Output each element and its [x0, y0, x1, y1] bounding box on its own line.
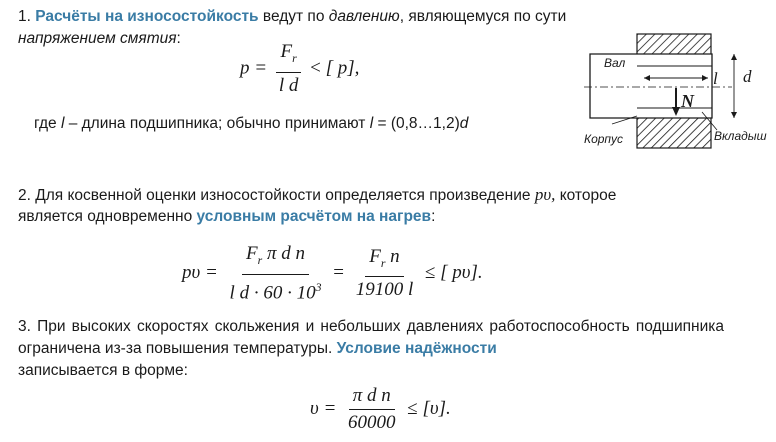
section-1-line-1	[18, 6, 566, 28]
formula-velocity	[310, 384, 451, 435]
text: = (0,8…1,2)	[377, 115, 460, 132]
formula-rhs: [ p],	[325, 57, 360, 79]
denominator: l $d \cdot 60 \cdot 10^3$	[229, 280, 322, 304]
fraction-2	[352, 245, 418, 303]
numerator: $F_r$	[276, 40, 300, 73]
section-number: 1.	[18, 8, 31, 25]
denominator: 60000	[348, 412, 396, 433]
italic-pressure: давлению	[328, 8, 400, 25]
var-d: d	[459, 115, 469, 132]
var-l: l	[369, 115, 374, 132]
text: ведут по	[262, 8, 325, 25]
numerator: $F_r$ n	[365, 245, 403, 278]
relation: ≤	[424, 261, 436, 283]
formula-pv	[182, 242, 483, 305]
formula-pressure	[240, 40, 359, 98]
label-housing: Корпус	[584, 132, 624, 146]
label-diameter: d	[743, 67, 752, 86]
section-2-line-2	[18, 206, 435, 228]
text: :	[176, 30, 181, 47]
text: записывается в форме:	[18, 362, 188, 379]
highlight-heating: условным расчётом на нагрев	[196, 208, 432, 225]
text: 3. При высоких скоростях скольжения и небольших давлениях работоспособность подшипника ограничена из-за повышения температуры.	[18, 318, 724, 357]
formula-rhs: [ pυ].	[440, 261, 483, 283]
formula-rhs: [υ].	[422, 397, 451, 419]
formula-lhs: p =	[240, 57, 268, 79]
text: – длина подшипника; обычно принимают	[68, 115, 366, 132]
equals: =	[333, 261, 344, 283]
text: где	[34, 115, 57, 132]
var-l: l	[60, 115, 65, 132]
label-shaft: Вал	[604, 56, 626, 70]
highlight-reliability: Условие надёжности	[336, 340, 497, 357]
text: :	[431, 208, 436, 225]
text: является одновременно	[18, 208, 193, 225]
formula-lhs: pυ =	[182, 261, 218, 283]
denominator: l d	[278, 74, 299, 96]
label-force: N	[681, 91, 694, 111]
section-3-paragraph	[18, 316, 724, 382]
relation: <	[310, 57, 321, 79]
relation: ≤	[407, 397, 418, 419]
section-2-line-1	[18, 184, 616, 207]
label-length: l	[713, 69, 718, 88]
highlight-wear-resistance: Расчёты на износостойкость	[35, 8, 259, 25]
fraction	[344, 384, 400, 435]
fraction-1	[226, 242, 326, 305]
fraction	[275, 40, 303, 98]
text: которое	[559, 187, 617, 204]
italic-bearing-stress: напряжением смятия	[18, 30, 177, 47]
text: 2. Для косвенной оценки износостойкости определяется произведение	[18, 187, 531, 204]
denominator: 19100 l	[355, 279, 414, 301]
section-1-where	[34, 113, 468, 135]
housing-bottom	[637, 116, 711, 148]
text: , являющемуся по сути	[399, 8, 567, 25]
label-bushing: Вкладыш	[714, 129, 767, 143]
bearing-diagram	[582, 30, 767, 160]
formula-lhs: υ =	[310, 397, 337, 419]
section-1-line-2	[18, 28, 181, 50]
numerator: π d n	[349, 384, 395, 410]
var-pv: pυ,	[534, 185, 556, 204]
numerator: $F_r$ π d n	[242, 242, 309, 275]
